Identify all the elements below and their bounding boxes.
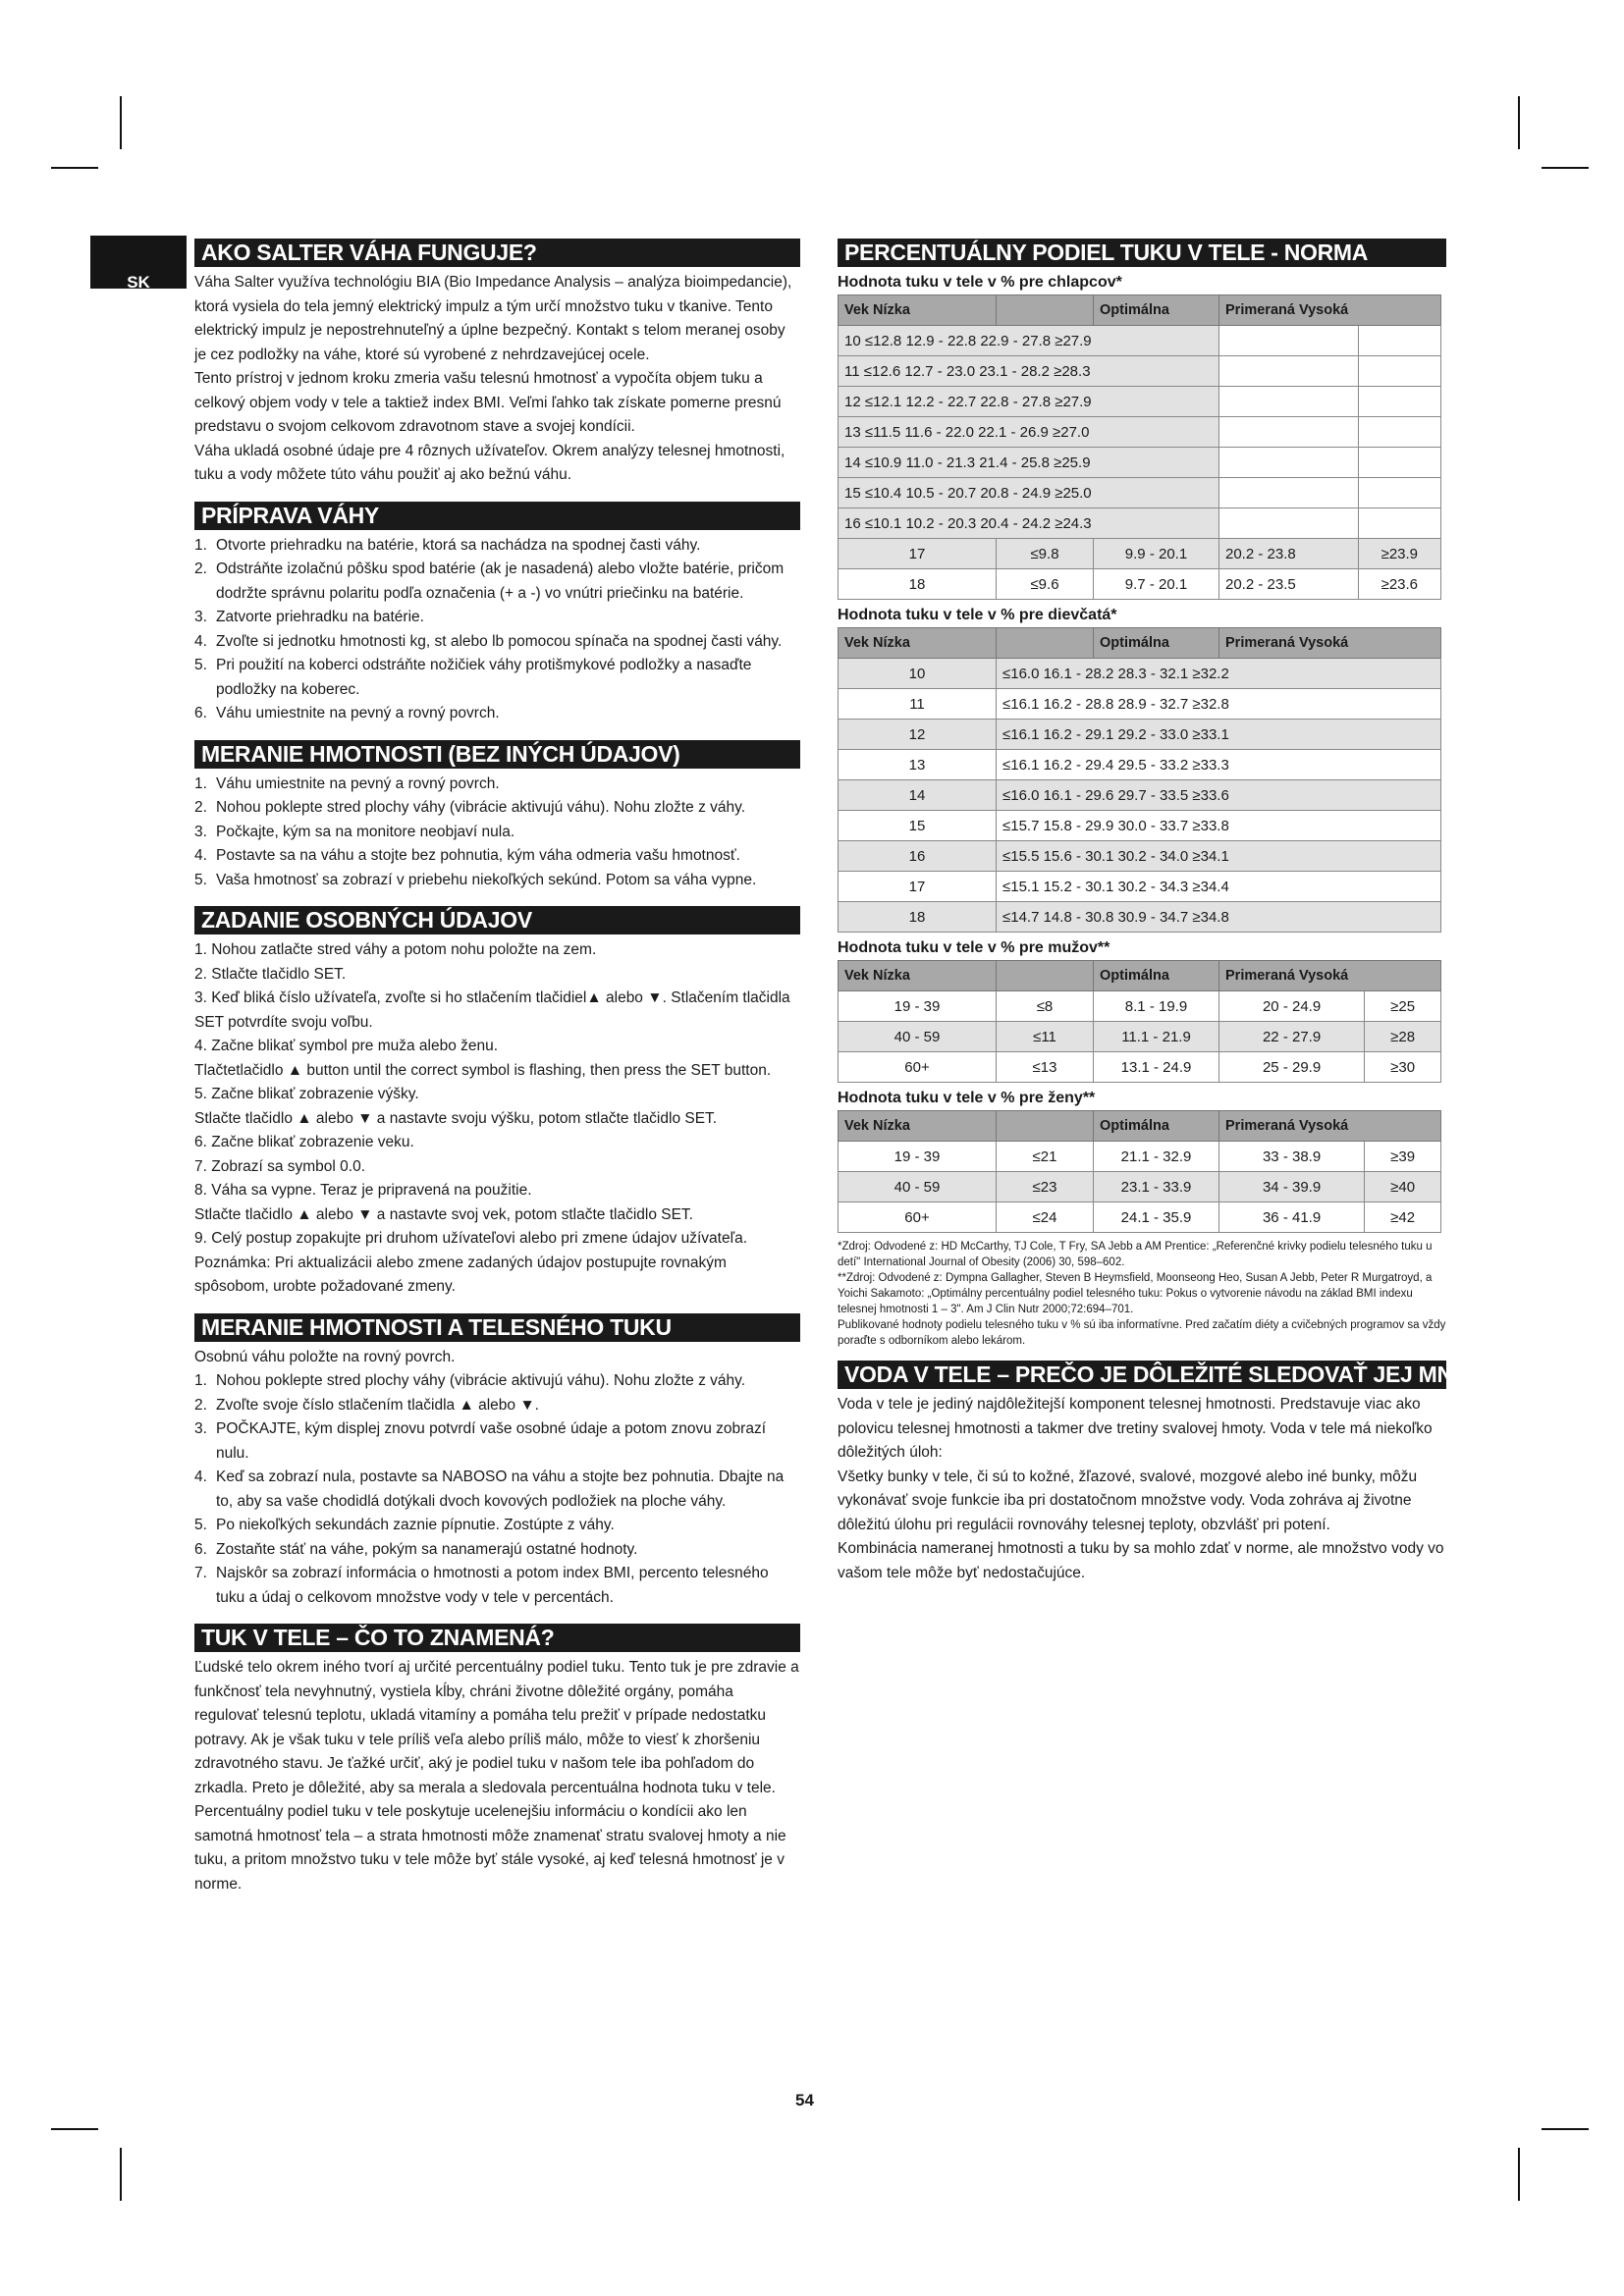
table-cell: 20.2 - 23.5 (1219, 569, 1359, 600)
table-cell: ≥23.6 (1358, 569, 1440, 600)
table-row (839, 508, 1441, 539)
table-cell: 10 (839, 659, 997, 689)
table-cell: ≥30 (1365, 1052, 1441, 1083)
paragraph: Tento prístroj v jednom kroku zmeria vašu telesnú hmotnosť a vypočíta objem tuku a celkový objem vody v tele a taktiež index BMI. Veľmi ľahko tak získate pomerne presnú predstavu o svojom celkovom zdravotnom stave a svojej kondícii. (194, 370, 782, 435)
footnote: *Zdroj: Odvodené z: HD McCarthy, TJ Cole, T Fry, SA Jebb a AM Prentice: „Referenčné krivky podielu telesného tuku u detí" International Journal of Obesity (2006) 30, 598–602. (838, 1241, 1433, 1268)
table-cell: ≤16.0 16.1 - 28.2 28.3 - 32.1 ≥32.2 (997, 659, 1441, 689)
section-heading: AKO SALTER VÁHA FUNGUJE? (194, 239, 800, 267)
header-cell: Vek Nízka (839, 1111, 997, 1142)
paragraph: Osobnú váhu položte na rovný povrch. (194, 1348, 456, 1365)
list-item: 1. Váhu umiestnite na pevný a rovný povrch. (194, 774, 500, 792)
girls-fat-table (838, 627, 1441, 933)
header-cell: Optimálna (1094, 628, 1219, 659)
header-cell: Optimálna (1094, 295, 1219, 326)
footnote: **Zdroj: Odvodené z: Dympna Gallagher, Steven B Heymsfield, Moonseong Heo, Susan A Jebb, Peter R Murgatroyd, a Yoichi Sakamoto: „Optimálny percentuálny podiel telesného tuku: Pokus o vytvorenie návodu na základ BMI indexu telesnej hmotnosti 1 – 3". Am J Clin Nutr 2000;72:694–701. (838, 1272, 1433, 1315)
paragraph: Voda v tele je jediný najdôležitejší komponent telesnej hmotnosti. Predstavuje viac ako polovicu telesnej hmotnosti a takmer dve tretiny svalovej hmoty. Voda v tele má niekoľko dôležitých úloh: (838, 1396, 1433, 1461)
table-row (839, 872, 1441, 902)
table-cell: ≤16.1 16.2 - 28.8 28.9 - 32.7 ≥32.8 (997, 689, 1441, 720)
table-row (839, 417, 1441, 448)
table-cell: 17 (839, 539, 997, 569)
list-item: Stlačte tlačidlo ▲ alebo ▼ a nastavte svoju výšku, potom stlačte tlačidlo SET. (194, 1109, 718, 1127)
table-cell: 23.1 - 33.9 (1094, 1172, 1219, 1202)
list-item: 4. Postavte sa na váhu a stojte bez pohnutia, kým váha odmeria vašu hmotnosť. (194, 847, 740, 864)
list-item: 9. Celý postup zopakujte pri druhom užívateľovi alebo pri zmene údajov užívateľa. (194, 1230, 748, 1247)
table-cell: 11 (839, 689, 997, 720)
table-cell: 10 ≤12.8 12.9 - 22.8 22.9 - 27.8 ≥27.9 (839, 326, 1219, 356)
table-cell: ≤15.5 15.6 - 30.1 30.2 - 34.0 ≥34.1 (997, 841, 1441, 872)
table-cell: 8.1 - 19.9 (1094, 991, 1219, 1022)
list-item: 6. Zostaňte stáť na váhe, pokým sa nanamerajú ostatné hodnoty. (194, 1540, 638, 1558)
table-cell: 16 (839, 841, 997, 872)
paragraph: Váha ukladá osobné údaje pre 4 rôznych užívateľov. Okrem analýzy telesnej hmotnosti, tuku a vody môžete túto váhu použiť aj ako bežnú váhu. (194, 442, 785, 483)
header-cell: Primeraná Vysoká (1219, 1111, 1441, 1142)
section-preparation (194, 502, 800, 726)
table-row (839, 1172, 1441, 1202)
boys-fat-table (838, 294, 1441, 600)
footnote: Publikované hodnoty podielu telesného tuku v % sú iba informatívne. Pred začatím diéty a cvičebných programov sa vždy poraďte s odborníkom alebo lekárom. (838, 1319, 1446, 1347)
header-cell (997, 628, 1094, 659)
table-row (839, 750, 1441, 780)
table-cell: 24.1 - 35.9 (1094, 1202, 1219, 1233)
table-cell: 36 - 41.9 (1219, 1202, 1365, 1233)
table-cell: 14 ≤10.9 11.0 - 21.3 21.4 - 25.8 ≥25.9 (839, 448, 1219, 478)
section-body-fat-meaning (194, 1624, 800, 1896)
table-header-row (839, 628, 1441, 659)
table-cell: 16 ≤10.1 10.2 - 20.3 20.4 - 24.2 ≥24.3 (839, 508, 1219, 539)
table-cell: ≥40 (1365, 1172, 1441, 1202)
table-cell: 11.1 - 21.9 (1094, 1022, 1219, 1052)
table-cell: ≤8 (997, 991, 1094, 1022)
crop-mark (1518, 2148, 1520, 2201)
crop-mark (1542, 2128, 1589, 2130)
list-item: 1. Otvorte priehradku na batérie, ktorá sa nachádza na spodnej časti váhy. (194, 536, 701, 554)
table-cell: ≤13 (997, 1052, 1094, 1083)
list-item: 5. Po niekoľkých sekundách zaznie pípnutie. Zostúpte z váhy. (194, 1517, 615, 1533)
table-cell: 9.7 - 20.1 (1094, 569, 1219, 600)
table-cell: ≤23 (997, 1172, 1094, 1202)
table-row (839, 1052, 1441, 1083)
table-cell: ≥23.9 (1358, 539, 1440, 569)
section-personal-data (194, 906, 800, 1300)
table-cell: ≤15.1 15.2 - 30.1 30.2 - 34.3 ≥34.4 (997, 872, 1441, 902)
list-item: 3. Zatvorte priehradku na batérie. (194, 609, 424, 625)
header-cell: Vek Nízka (839, 961, 997, 991)
table-cell: 15 ≤10.4 10.5 - 20.7 20.8 - 24.9 ≥25.0 (839, 478, 1219, 508)
header-cell: Optimálna (1094, 1111, 1219, 1142)
table-cell: 40 - 59 (839, 1172, 997, 1202)
table-cell: ≤14.7 14.8 - 30.8 30.9 - 34.7 ≥34.8 (997, 902, 1441, 933)
header-cell: Primeraná Vysoká (1219, 961, 1441, 991)
list-item: 1. Nohou poklepte stred plochy váhy (vibrácie aktivujú váhu). Nohu zložte z váhy. (194, 1372, 746, 1389)
table-cell: 20 - 24.9 (1219, 991, 1365, 1022)
list-item: 7. Najskôr sa zobrazí informácia o hmotnosti a potom index BMI, percento telesného tuku a údaj o celkovom množstve vody v tele v percentách. (194, 1565, 769, 1606)
fat-steps (194, 1369, 800, 1610)
language-tab: SK (90, 236, 187, 289)
header-cell: Primeraná Vysoká (1219, 628, 1441, 659)
left-column (194, 239, 800, 1910)
table-cell: 22 - 27.9 (1219, 1022, 1365, 1052)
note: Poznámka: Pri aktualizácii alebo zmene zadaných údajov postupujte rovnakým spôsobom, urobte požadované zmeny. (194, 1254, 727, 1295)
table-cell: ≤16.0 16.1 - 29.6 29.7 - 33.5 ≥33.6 (997, 780, 1441, 811)
table-row (839, 780, 1441, 811)
table-cell: 9.9 - 20.1 (1094, 539, 1219, 569)
table-cell: 60+ (839, 1202, 997, 1233)
table-cell: ≤16.1 16.2 - 29.4 29.5 - 33.2 ≥33.3 (997, 750, 1441, 780)
list-item: 7. Zobrazí sa symbol 0.0. (194, 1157, 366, 1175)
table-row (839, 478, 1441, 508)
table-cell: ≤9.8 (997, 539, 1094, 569)
list-item: 6. Váhu umiestnite na pevný a rovný povrch. (194, 705, 500, 721)
crop-mark (1518, 96, 1520, 149)
table-row (839, 720, 1441, 750)
list-item: Tlačtetlačidlo ▲ button until the correct symbol is flashing, then press the SET button. (194, 1061, 772, 1079)
header-cell (997, 295, 1094, 326)
table-row (839, 569, 1441, 600)
women-fat-table (838, 1110, 1441, 1233)
list-item: 5. Začne blikať zobrazenie výšky. (194, 1086, 419, 1102)
list-item: 1. Nohou zatlačte stred váhy a potom nohu položte na zem. (194, 941, 597, 958)
table-row (839, 902, 1441, 933)
table-cell: 19 - 39 (839, 991, 997, 1022)
section-heading: VODA V TELE – PREČO JE DÔLEŽITÉ SLEDOVAŤ JEJ MNOŽSTVO? (838, 1361, 1446, 1389)
table-cell: ≤11 (997, 1022, 1094, 1052)
paragraph: Kombinácia nameranej hmotnosti a tuku by sa mohlo zdať v norme, ale množstvo vody vo vašom tele môže byť nedostačujúce. (838, 1540, 1444, 1581)
table-cell: ≥42 (1365, 1202, 1441, 1233)
table-row (839, 991, 1441, 1022)
table-cell: 19 - 39 (839, 1142, 997, 1172)
table-cell: 20.2 - 23.8 (1219, 539, 1359, 569)
table-cell: ≤15.7 15.8 - 29.9 30.0 - 33.7 ≥33.8 (997, 811, 1441, 841)
section-weight-and-fat (194, 1313, 800, 1611)
table-subtitle: Hodnota tuku v tele v % pre ženy** (838, 1090, 1096, 1106)
weight-steps (194, 773, 800, 893)
list-item: 3. Počkajte, kým sa na monitore neobjaví nula. (194, 823, 515, 840)
table-row (839, 1022, 1441, 1052)
table-row (839, 326, 1441, 356)
table-header-row (839, 295, 1441, 326)
section-heading: PERCENTUÁLNY PODIEL TUKU V TELE - NORMA (838, 239, 1446, 267)
table-row (839, 1202, 1441, 1233)
table-cell: 13 ≤11.5 11.6 - 22.0 22.1 - 26.9 ≥27.0 (839, 417, 1219, 448)
table-header-row (839, 961, 1441, 991)
table-row (839, 811, 1441, 841)
table-cell: 15 (839, 811, 997, 841)
section-how-it-works (194, 239, 800, 488)
section-heading: PRÍPRAVA VÁHY (194, 502, 800, 530)
table-cell: 18 (839, 902, 997, 933)
table-cell: 14 (839, 780, 997, 811)
list-item: 6. Začne blikať zobrazenie veku. (194, 1134, 414, 1150)
table-cell: 17 (839, 872, 997, 902)
list-item: 3. POČKAJTE, kým displej znovu potvrdí vaše osobné údaje a potom znovu zobrazí nulu. (194, 1420, 767, 1462)
table-subtitle: Hodnota tuku v tele v % pre mužov** (838, 939, 1110, 956)
header-cell (997, 1111, 1094, 1142)
table-row (839, 387, 1441, 417)
table-row (839, 659, 1441, 689)
list-item: 2. Zvoľte svoje číslo stlačením tlačidla ▲ alebo ▼. (194, 1396, 539, 1414)
table-cell: 40 - 59 (839, 1022, 997, 1052)
section-heading: ZADANIE OSOBNÝCH ÚDAJOV (194, 906, 800, 934)
right-column (838, 239, 1558, 1585)
crop-mark (120, 96, 122, 149)
crop-mark (120, 2148, 122, 2201)
table-cell: 21.1 - 32.9 (1094, 1142, 1219, 1172)
table-cell: 33 - 38.9 (1219, 1142, 1365, 1172)
table-cell: 13.1 - 24.9 (1094, 1052, 1219, 1083)
section-heading: MERANIE HMOTNOSTI A TELESNÉHO TUKU (194, 1313, 800, 1342)
table-cell: 25 - 29.9 (1219, 1052, 1365, 1083)
header-cell (997, 961, 1094, 991)
list-item: 4. Zvoľte si jednotku hmotnosti kg, st alebo lb pomocou spínača na spodnej časti váhy. (194, 632, 783, 650)
footnotes (838, 1239, 1446, 1349)
list-item: 2. Odstráňte izolačnú pôšku spod batérie (ak je nasadená) alebo vložte batérie, pričom dodržte správnu polaritu podľa označenia (+ a -) vo vnútri priečinku na batérie. (194, 561, 785, 602)
table-row (839, 841, 1441, 872)
section-weight-only (194, 740, 800, 893)
list-item: 5. Pri použití na koberci odstráňte nožičiek váhy protišmykové podložky a nasaďte podložky na koberec. (194, 657, 752, 698)
table-cell: ≥28 (1365, 1022, 1441, 1052)
table-cell: 34 - 39.9 (1219, 1172, 1365, 1202)
header-cell: Vek Nízka (839, 295, 997, 326)
table-cell: ≤24 (997, 1202, 1094, 1233)
list-item: 4. Keď sa zobrazí nula, postavte sa NABOSO na váhu a stojte bez pohnutia. Dbajte na to, aby sa vaše chodidlá dotýkali dvoch kovových podložiek na ploche váhy. (194, 1468, 785, 1510)
table-subtitle: Hodnota tuku v tele v % pre dievčatá* (838, 607, 1117, 623)
preparation-steps (194, 534, 800, 726)
header-cell: Primeraná Vysoká (1219, 295, 1441, 326)
men-fat-table (838, 960, 1441, 1083)
list-item: 5. Vaša hmotnosť sa zobrazí v priebehu niekoľkých sekúnd. Potom sa váha vypne. (194, 871, 757, 888)
table-header-row (839, 1111, 1441, 1142)
table-cell: 60+ (839, 1052, 997, 1083)
table-cell: 12 (839, 720, 997, 750)
table-cell: ≤9.6 (997, 569, 1094, 600)
paragraph: Ľudské telo okrem iného tvorí aj určité percentuálny podiel tuku. Tento tuk je pre zdravie a funkčnosť tela nevyhnutný, vystiela kĺby, chráni životne dôležité orgány, pomáha regulovať telesnú teplotu, ukladá vitamíny a pomáha telu prežiť v prípade nedostatku potravy. Ak je však tuku v tele príliš veľa alebo príliš málo, môže to viesť k zhoršeniu zdravotného stavu. Je ťažké určiť, aký je podiel tuku v našom tele iba pohľadom do zrkadla. Preto je dôležité, aby sa merala a sledovala percentuálna hodnota tuku v tele. Percentuálny podiel tuku v tele poskytuje ucelenejšiu informáciu o kondícii ako len samotná hmotnosť tela – a strata hmotnosti môže znamenať stratu svalovej hmoty a nie tuku, a pritom množstvo tuku v tele môže byť stále vysoké, aj keď telesná hmotnosť je v norme. (194, 1659, 799, 1893)
list-item: 4. Začne blikať symbol pre muža alebo ženu. (194, 1038, 499, 1054)
table-cell: 18 (839, 569, 997, 600)
table-cell: ≤21 (997, 1142, 1094, 1172)
table-row (839, 1142, 1441, 1172)
table-row (839, 539, 1441, 569)
header-cell: Optimálna (1094, 961, 1219, 991)
table-cell: ≥39 (1365, 1142, 1441, 1172)
section-heading: MERANIE HMOTNOSTI (BEZ INÝCH ÚDAJOV) (194, 740, 800, 769)
table-cell: 12 ≤12.1 12.2 - 22.7 22.8 - 27.8 ≥27.9 (839, 387, 1219, 417)
table-cell: 13 (839, 750, 997, 780)
list-item: 3. Keď bliká číslo užívateľa, zvoľte si ho stlačením tlačidiel▲ alebo ▼. Stlačením tlačidla SET potvrdíte svoju voľbu. (194, 989, 790, 1031)
header-cell: Vek Nízka (839, 628, 997, 659)
paragraph: Váha Salter využíva technológiu BIA (Bio Impedance Analysis – analýza bioimpedancie), ktorá vysiela do tela jemný elektrický impulz a tým určí množstvo tuku v tkanive. Tento elektrický impulz je nepostrehnuteľný a úplne bezpečný. Kontakt s telom meranej osoby je cez podložky na váhe, ktoré sú vyrobené z nehrdzavejúcej ocele. (194, 274, 792, 363)
list-item: 2. Stlačte tlačidlo SET. (194, 965, 347, 983)
list-item: 8. Váha sa vypne. Teraz je pripravená na použitie. (194, 1182, 532, 1199)
crop-mark (1542, 167, 1589, 169)
list-item: 2. Nohou poklepte stred plochy váhy (vibrácie aktivujú váhu). Nohu zložte z váhy. (194, 799, 746, 816)
table-row (839, 689, 1441, 720)
list-item: Stlačte tlačidlo ▲ alebo ▼ a nastavte svoj vek, potom stlačte tlačidlo SET. (194, 1205, 693, 1223)
table-cell: 11 ≤12.6 12.7 - 23.0 23.1 - 28.2 ≥28.3 (839, 356, 1219, 387)
paragraph: Všetky bunky v tele, či sú to kožné, žľazové, svalové, mozgové alebo iné bunky, môžu vykonávať svoje funkcie iba pri dostatočnom množstve vody. Voda zohráva aj životne dôležitú úlohu pri regulácii rovnováhy telesnej teploty, obzvlášť pri potení. (838, 1468, 1418, 1533)
crop-mark (51, 2128, 98, 2130)
section-heading: TUK V TELE – ČO TO ZNAMENÁ? (194, 1624, 800, 1652)
table-subtitle: Hodnota tuku v tele v % pre chlapcov* (838, 274, 1122, 291)
table-row (839, 356, 1441, 387)
page-number: 54 (795, 2091, 814, 2109)
table-cell: ≤16.1 16.2 - 29.1 29.2 - 33.0 ≥33.1 (997, 720, 1441, 750)
crop-mark (51, 167, 98, 169)
table-cell: ≥25 (1365, 991, 1441, 1022)
table-row (839, 448, 1441, 478)
